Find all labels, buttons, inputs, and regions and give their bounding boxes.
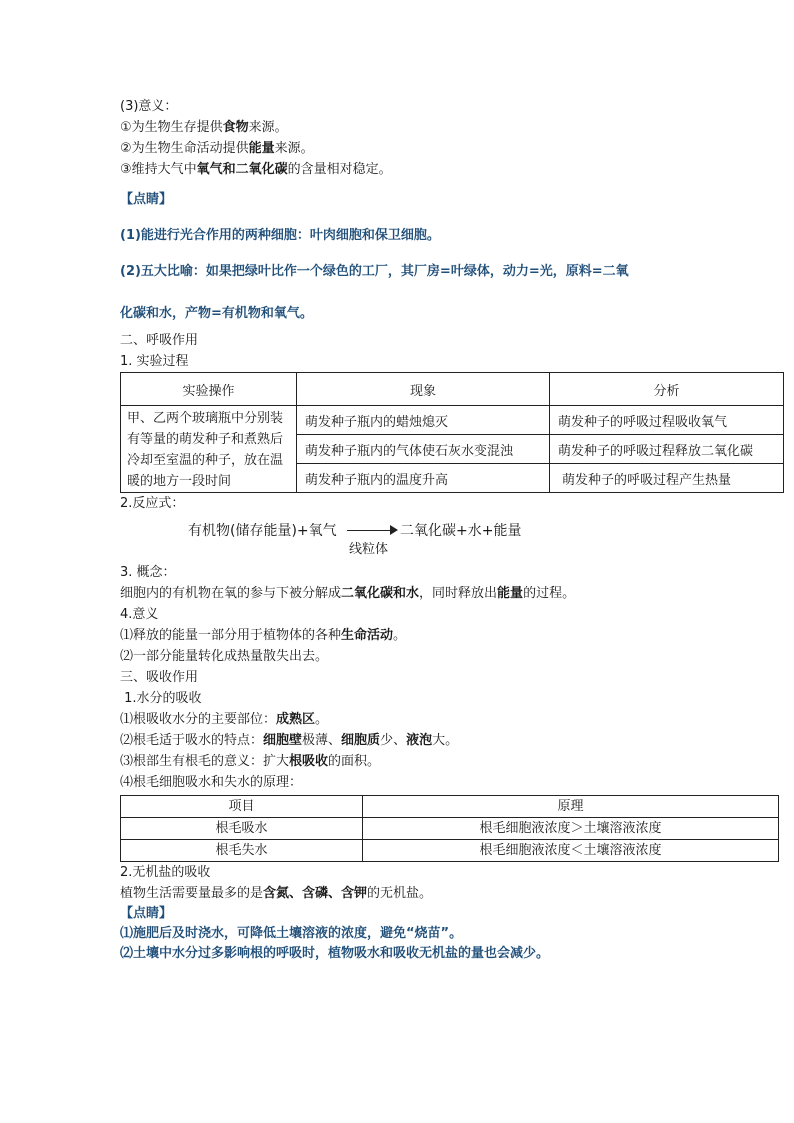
water-item-4: ⑷根毛细胞吸水和失水的原理： [120,775,303,790]
reaction-reactants: 有机物(储存能量)+氧气 [188,523,337,539]
water-item-1: ⑴根吸收水分的主要部位：成熟区。 [120,712,329,727]
operation-cell: 甲、乙两个玻璃瓶中分别装有等量的萌发种子和煮熟后冷却至室温的种子，放在温暖的地方一段时间 [121,406,297,493]
header-item: 项目 [121,796,363,818]
tip2-point-1: ⑴施肥后及时浇水，可降低土壤溶液的浓度，避免“烧苗”。 [120,926,463,941]
section-significance-title: (3)意义： [120,99,178,114]
table-header-row [121,796,779,818]
table-row [121,406,784,435]
significance-item-2: ②为生物生命活动提供能量来源。 [120,141,314,156]
reaction-heading: 2.反应式： [120,496,185,511]
item-cell: 根毛失水 [121,840,363,862]
section-absorption-title: 三、吸收作用 [120,670,199,685]
phenomenon-cell: 萌发种子瓶内的温度升高 [297,464,550,493]
analysis-cell: 萌发种子的呼吸过程产生热量 [550,464,784,493]
reaction-products: 二氧化碳+水+能量 [400,523,522,539]
header-phenomenon: 现象 [297,373,550,406]
reaction-arrow [347,530,395,531]
meaning-item-1: ⑴释放的能量一部分用于植物体的各种生命活动。 [120,628,407,643]
water-item-3: ⑶根部生有根毛的意义：扩大根吸收的面积。 [120,754,381,769]
tip1-point-1: (1)能进行光合作用的两种细胞：叶肉细胞和保卫细胞。 [120,228,440,243]
root-hair-table [120,795,779,862]
meaning-item-2: ⑵一部分能量转化成热量散失出去。 [120,649,329,664]
analysis-cell: 萌发种子的呼吸过程吸收氧气 [550,406,784,435]
tip1-point-2a: (2)五大比喻：如果把绿叶比作一个绿色的工厂，其厂房=叶绿体，动力=光，原料=二氧 [120,264,629,279]
tip-header-2: 【点睛】 [120,906,173,921]
phenomenon-cell: 萌发种子瓶内的蜡烛熄灭 [297,406,550,435]
table-row [121,840,779,862]
tip1-point-2b: 化碳和水，产物=有机物和氧气。 [120,306,313,321]
item-cell: 根毛吸水 [121,818,363,840]
experiment-process-heading: 1. 实验过程 [120,354,189,369]
significance-item-3: ③维持大气中氧气和二氧化碳的含量相对稳定。 [120,162,392,177]
experiment-table [120,372,784,493]
water-item-2: ⑵根毛适于吸水的特点：细胞壁极薄、细胞质少、液泡大。 [120,733,459,748]
water-absorption-heading: 1.水分的吸收 [120,691,202,706]
analysis-cell: 萌发种子的呼吸过程释放二氧化碳 [550,435,784,464]
reaction-condition: 线粒体 [349,542,389,557]
header-analysis: 分析 [550,373,784,406]
significance-item-1: ①为生物生存提供食物来源。 [120,120,288,135]
principle-cell: 根毛细胞液浓度＞土壤溶液浓度 [363,818,779,840]
table-row [121,818,779,840]
reaction-equation [120,514,780,556]
arrowhead-icon [390,525,398,535]
principle-cell: 根毛细胞液浓度＜土壤溶液浓度 [363,840,779,862]
mineral-absorption-heading: 2.无机盐的吸收 [120,865,211,880]
concept-heading: 3. 概念： [120,565,176,580]
meaning-heading: 4.意义 [120,607,159,622]
tip2-point-2: ⑵土壤中水分过多影响根的呼吸时，植物吸水和吸收无机盐的量也会减少。 [120,946,550,961]
tip-header-1: 【点睛】 [120,192,173,207]
concept-text: 细胞内的有机物在氧的参与下被分解成二氧化碳和水，同时释放出能量的过程。 [120,586,576,601]
section-respiration-title: 二、呼吸作用 [120,333,199,348]
document-page [120,96,780,964]
mineral-text: 植物生活需要量最多的是含氮、含磷、含钾的无机盐。 [120,886,433,901]
header-principle: 原理 [363,796,779,818]
table-header-row [121,373,784,406]
phenomenon-cell: 萌发种子瓶内的气体使石灰水变混浊 [297,435,550,464]
header-operation: 实验操作 [121,373,297,406]
